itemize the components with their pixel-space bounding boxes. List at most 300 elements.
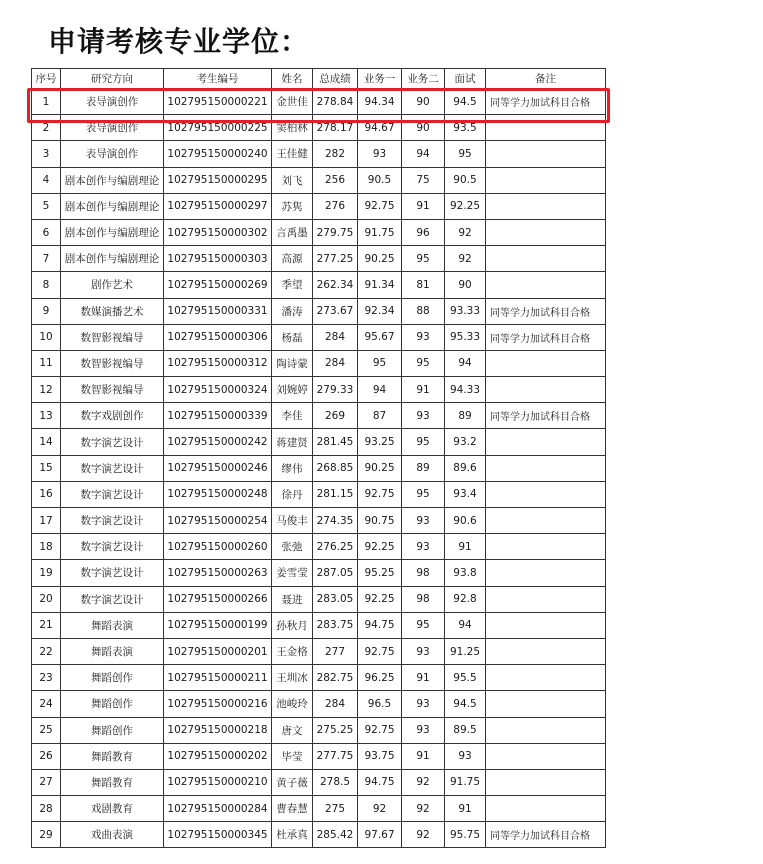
- cell-research-direction: 数智影视编导: [61, 350, 164, 376]
- cell-index: 23: [32, 665, 61, 691]
- cell-remarks: [486, 219, 606, 245]
- cell-subject-one: 95.25: [358, 560, 402, 586]
- cell-subject-one: 96.5: [358, 691, 402, 717]
- cell-subject-one: 90.5: [358, 167, 402, 193]
- cell-name: 季望: [272, 272, 313, 298]
- cell-candidate-id: 102795150000211: [164, 665, 272, 691]
- cell-name: 缪伟: [272, 455, 313, 481]
- cell-subject-one: 97.67: [358, 822, 402, 848]
- cell-candidate-id: 102795150000345: [164, 822, 272, 848]
- cell-index: 3: [32, 141, 61, 167]
- cell-interview: 89.6: [445, 455, 486, 481]
- cell-remarks: 同等学力加试科目合格: [486, 324, 606, 350]
- cell-research-direction: 数字演艺设计: [61, 534, 164, 560]
- cell-name: 池峻玲: [272, 691, 313, 717]
- cell-remarks: [486, 167, 606, 193]
- cell-candidate-id: 102795150000202: [164, 743, 272, 769]
- cell-subject-two: 95: [402, 612, 445, 638]
- cell-subject-one: 94.34: [358, 89, 402, 115]
- cell-research-direction: 剧本创作与编剧理论: [61, 167, 164, 193]
- col-header-remarks: 备注: [486, 69, 606, 89]
- cell-subject-two: 95: [402, 429, 445, 455]
- cell-subject-two: 92: [402, 796, 445, 822]
- cell-interview: 92: [445, 219, 486, 245]
- cell-candidate-id: 102795150000216: [164, 691, 272, 717]
- cell-interview: 94.5: [445, 691, 486, 717]
- table-row: [32, 665, 606, 691]
- cell-name: 王金格: [272, 638, 313, 664]
- cell-subject-two: 93: [402, 691, 445, 717]
- cell-candidate-id: 102795150000295: [164, 167, 272, 193]
- cell-total-score: 283.05: [313, 586, 358, 612]
- table-row: [32, 586, 606, 612]
- table-row: [32, 455, 606, 481]
- cell-remarks: [486, 508, 606, 534]
- cell-subject-one: 92.75: [358, 717, 402, 743]
- cell-subject-two: 93: [402, 717, 445, 743]
- cell-total-score: 275.25: [313, 717, 358, 743]
- cell-interview: 91: [445, 796, 486, 822]
- cell-name: 马俊丰: [272, 508, 313, 534]
- cell-total-score: 273.67: [313, 298, 358, 324]
- cell-interview: 90.5: [445, 167, 486, 193]
- cell-research-direction: 数字演艺设计: [61, 560, 164, 586]
- table-row: [32, 429, 606, 455]
- cell-subject-one: 92: [358, 796, 402, 822]
- cell-subject-two: 95: [402, 246, 445, 272]
- cell-interview: 94: [445, 350, 486, 376]
- cell-remarks: [486, 193, 606, 219]
- cell-index: 22: [32, 638, 61, 664]
- table-row: [32, 743, 606, 769]
- cell-candidate-id: 102795150000221: [164, 89, 272, 115]
- cell-subject-two: 75: [402, 167, 445, 193]
- table-row: [32, 769, 606, 795]
- cell-candidate-id: 102795150000210: [164, 769, 272, 795]
- cell-interview: 95: [445, 141, 486, 167]
- cell-total-score: 277.75: [313, 743, 358, 769]
- col-header-candidate-id: 考生编号: [164, 69, 272, 89]
- cell-research-direction: 舞蹈创作: [61, 717, 164, 743]
- cell-subject-two: 94: [402, 141, 445, 167]
- cell-research-direction: 表导演创作: [61, 141, 164, 167]
- cell-name: 姜雪莹: [272, 560, 313, 586]
- cell-subject-two: 91: [402, 193, 445, 219]
- cell-subject-one: 87: [358, 403, 402, 429]
- cell-candidate-id: 102795150000312: [164, 350, 272, 376]
- cell-candidate-id: 102795150000199: [164, 612, 272, 638]
- table-row: [32, 219, 606, 245]
- cell-candidate-id: 102795150000240: [164, 141, 272, 167]
- cell-remarks: [486, 115, 606, 141]
- cell-subject-one: 93: [358, 141, 402, 167]
- cell-total-score: 256: [313, 167, 358, 193]
- cell-interview: 89: [445, 403, 486, 429]
- cell-subject-two: 95: [402, 350, 445, 376]
- cell-research-direction: 数字演艺设计: [61, 481, 164, 507]
- cell-index: 5: [32, 193, 61, 219]
- table-row: [32, 717, 606, 743]
- cell-index: 25: [32, 717, 61, 743]
- cell-interview: 92.8: [445, 586, 486, 612]
- cell-remarks: [486, 717, 606, 743]
- cell-interview: 93.33: [445, 298, 486, 324]
- cell-subject-two: 98: [402, 560, 445, 586]
- table-row: [32, 350, 606, 376]
- cell-index: 7: [32, 246, 61, 272]
- cell-total-score: 277.25: [313, 246, 358, 272]
- cell-name: 杜承真: [272, 822, 313, 848]
- cell-remarks: [486, 743, 606, 769]
- cell-candidate-id: 102795150000339: [164, 403, 272, 429]
- table-row: [32, 612, 606, 638]
- cell-subject-two: 93: [402, 403, 445, 429]
- cell-research-direction: 剧本创作与编剧理论: [61, 193, 164, 219]
- cell-research-direction: 剧作艺术: [61, 272, 164, 298]
- cell-index: 26: [32, 743, 61, 769]
- cell-candidate-id: 102795150000201: [164, 638, 272, 664]
- cell-subject-two: 93: [402, 534, 445, 560]
- cell-subject-two: 95: [402, 481, 445, 507]
- cell-name: 孙秋月: [272, 612, 313, 638]
- cell-name: 杨磊: [272, 324, 313, 350]
- cell-total-score: 283.75: [313, 612, 358, 638]
- cell-interview: 89.5: [445, 717, 486, 743]
- cell-subject-one: 94.75: [358, 769, 402, 795]
- cell-total-score: 284: [313, 691, 358, 717]
- col-header-subject-two: 业务二: [402, 69, 445, 89]
- cell-subject-one: 92.25: [358, 586, 402, 612]
- cell-total-score: 281.15: [313, 481, 358, 507]
- cell-subject-two: 93: [402, 508, 445, 534]
- cell-interview: 93: [445, 743, 486, 769]
- cell-total-score: 278.84: [313, 89, 358, 115]
- cell-total-score: 278.5: [313, 769, 358, 795]
- cell-research-direction: 数媒演播艺术: [61, 298, 164, 324]
- cell-candidate-id: 102795150000266: [164, 586, 272, 612]
- cell-research-direction: 剧本创作与编剧理论: [61, 219, 164, 245]
- cell-index: 20: [32, 586, 61, 612]
- table-row: [32, 638, 606, 664]
- cell-name: 蒋建贤: [272, 429, 313, 455]
- cell-candidate-id: 102795150000297: [164, 193, 272, 219]
- cell-total-score: 262.34: [313, 272, 358, 298]
- cell-name: 王佳健: [272, 141, 313, 167]
- cell-candidate-id: 102795150000302: [164, 219, 272, 245]
- cell-candidate-id: 102795150000269: [164, 272, 272, 298]
- cell-subject-one: 94.75: [358, 612, 402, 638]
- cell-subject-two: 93: [402, 638, 445, 664]
- cell-interview: 94: [445, 612, 486, 638]
- cell-remarks: [486, 272, 606, 298]
- col-header-subject-one: 业务一: [358, 69, 402, 89]
- cell-index: 12: [32, 377, 61, 403]
- cell-subject-one: 92.25: [358, 534, 402, 560]
- cell-candidate-id: 102795150000324: [164, 377, 272, 403]
- cell-subject-one: 90.25: [358, 246, 402, 272]
- table-row: [32, 89, 606, 115]
- cell-interview: 90: [445, 272, 486, 298]
- admission-table: [31, 68, 606, 848]
- cell-interview: 91.25: [445, 638, 486, 664]
- cell-remarks: [486, 481, 606, 507]
- cell-name: 唐文: [272, 717, 313, 743]
- cell-index: 8: [32, 272, 61, 298]
- cell-name: 曹春慧: [272, 796, 313, 822]
- cell-subject-one: 92.75: [358, 193, 402, 219]
- cell-index: 4: [32, 167, 61, 193]
- cell-index: 21: [32, 612, 61, 638]
- cell-subject-one: 93.25: [358, 429, 402, 455]
- cell-subject-one: 96.25: [358, 665, 402, 691]
- table-row: [32, 298, 606, 324]
- cell-subject-one: 94: [358, 377, 402, 403]
- cell-subject-one: 90.75: [358, 508, 402, 534]
- cell-remarks: [486, 769, 606, 795]
- cell-interview: 94.5: [445, 89, 486, 115]
- cell-subject-one: 92.34: [358, 298, 402, 324]
- cell-index: 29: [32, 822, 61, 848]
- cell-index: 1: [32, 89, 61, 115]
- cell-subject-two: 91: [402, 377, 445, 403]
- cell-candidate-id: 102795150000303: [164, 246, 272, 272]
- cell-index: 6: [32, 219, 61, 245]
- table-row: [32, 403, 606, 429]
- cell-research-direction: 表导演创作: [61, 89, 164, 115]
- cell-name: 苏隽: [272, 193, 313, 219]
- cell-total-score: 279.75: [313, 219, 358, 245]
- cell-index: 24: [32, 691, 61, 717]
- table-row: [32, 560, 606, 586]
- table-row: [32, 193, 606, 219]
- table-row: [32, 246, 606, 272]
- cell-remarks: [486, 455, 606, 481]
- cell-subject-one: 92.75: [358, 481, 402, 507]
- cell-total-score: 276.25: [313, 534, 358, 560]
- cell-candidate-id: 102795150000263: [164, 560, 272, 586]
- cell-candidate-id: 102795150000284: [164, 796, 272, 822]
- table-row: [32, 481, 606, 507]
- cell-interview: 95.33: [445, 324, 486, 350]
- cell-remarks: [486, 429, 606, 455]
- cell-research-direction: 戏曲表演: [61, 822, 164, 848]
- cell-subject-two: 92: [402, 822, 445, 848]
- cell-interview: 93.5: [445, 115, 486, 141]
- cell-index: 14: [32, 429, 61, 455]
- cell-research-direction: 数字演艺设计: [61, 455, 164, 481]
- cell-interview: 92: [445, 246, 486, 272]
- cell-remarks: [486, 586, 606, 612]
- cell-subject-one: 92.75: [358, 638, 402, 664]
- cell-subject-two: 91: [402, 665, 445, 691]
- cell-index: 28: [32, 796, 61, 822]
- cell-subject-one: 90.25: [358, 455, 402, 481]
- cell-index: 11: [32, 350, 61, 376]
- cell-research-direction: 数智影视编导: [61, 324, 164, 350]
- cell-total-score: 277: [313, 638, 358, 664]
- cell-name: 潘涛: [272, 298, 313, 324]
- cell-remarks: [486, 350, 606, 376]
- cell-research-direction: 数字戏剧创作: [61, 403, 164, 429]
- cell-index: 18: [32, 534, 61, 560]
- cell-total-score: 279.33: [313, 377, 358, 403]
- cell-subject-one: 94.67: [358, 115, 402, 141]
- cell-interview: 93.2: [445, 429, 486, 455]
- cell-total-score: 284: [313, 350, 358, 376]
- cell-remarks: [486, 141, 606, 167]
- cell-name: 张弛: [272, 534, 313, 560]
- cell-research-direction: 数字演艺设计: [61, 508, 164, 534]
- cell-subject-two: 89: [402, 455, 445, 481]
- cell-total-score: 281.45: [313, 429, 358, 455]
- cell-total-score: 287.05: [313, 560, 358, 586]
- cell-index: 9: [32, 298, 61, 324]
- admission-table-container: [31, 68, 605, 848]
- cell-remarks: [486, 665, 606, 691]
- cell-candidate-id: 102795150000218: [164, 717, 272, 743]
- cell-research-direction: 舞蹈表演: [61, 612, 164, 638]
- cell-interview: 94.33: [445, 377, 486, 403]
- table-row: [32, 534, 606, 560]
- cell-interview: 95.5: [445, 665, 486, 691]
- cell-name: 窦柏林: [272, 115, 313, 141]
- cell-total-score: 274.35: [313, 508, 358, 534]
- cell-research-direction: 舞蹈创作: [61, 691, 164, 717]
- cell-remarks: [486, 560, 606, 586]
- cell-name: 陶诗蒙: [272, 350, 313, 376]
- cell-total-score: 278.17: [313, 115, 358, 141]
- table-row: [32, 508, 606, 534]
- cell-interview: 90.6: [445, 508, 486, 534]
- cell-name: 毕莹: [272, 743, 313, 769]
- cell-name: 金世佳: [272, 89, 313, 115]
- cell-index: 10: [32, 324, 61, 350]
- cell-subject-one: 95: [358, 350, 402, 376]
- cell-research-direction: 数智影视编导: [61, 377, 164, 403]
- cell-remarks: 同等学力加试科目合格: [486, 822, 606, 848]
- cell-research-direction: 舞蹈表演: [61, 638, 164, 664]
- cell-subject-two: 90: [402, 89, 445, 115]
- cell-candidate-id: 102795150000242: [164, 429, 272, 455]
- cell-index: 17: [32, 508, 61, 534]
- table-row: [32, 377, 606, 403]
- cell-candidate-id: 102795150000331: [164, 298, 272, 324]
- cell-subject-two: 91: [402, 743, 445, 769]
- cell-index: 15: [32, 455, 61, 481]
- cell-remarks: [486, 638, 606, 664]
- cell-remarks: [486, 377, 606, 403]
- cell-interview: 91.75: [445, 769, 486, 795]
- page-title: 申请考核专业学位：: [48, 25, 310, 58]
- cell-remarks: 同等学力加试科目合格: [486, 403, 606, 429]
- cell-candidate-id: 102795150000306: [164, 324, 272, 350]
- cell-candidate-id: 102795150000225: [164, 115, 272, 141]
- cell-subject-two: 81: [402, 272, 445, 298]
- cell-name: 刘飞: [272, 167, 313, 193]
- cell-subject-one: 95.67: [358, 324, 402, 350]
- cell-index: 2: [32, 115, 61, 141]
- cell-name: 王圳冰: [272, 665, 313, 691]
- cell-interview: 93.4: [445, 481, 486, 507]
- cell-interview: 91: [445, 534, 486, 560]
- cell-subject-two: 96: [402, 219, 445, 245]
- cell-candidate-id: 102795150000248: [164, 481, 272, 507]
- cell-subject-one: 91.34: [358, 272, 402, 298]
- cell-remarks: [486, 534, 606, 560]
- cell-research-direction: 表导演创作: [61, 115, 164, 141]
- cell-research-direction: 舞蹈教育: [61, 743, 164, 769]
- cell-research-direction: 舞蹈创作: [61, 665, 164, 691]
- col-header-interview: 面试: [445, 69, 486, 89]
- table-header-row: [32, 69, 606, 89]
- cell-total-score: 282: [313, 141, 358, 167]
- table-row: [32, 167, 606, 193]
- cell-research-direction: 剧本创作与编剧理论: [61, 246, 164, 272]
- cell-research-direction: 戏剧教育: [61, 796, 164, 822]
- col-header-name: 姓名: [272, 69, 313, 89]
- cell-total-score: 282.75: [313, 665, 358, 691]
- cell-total-score: 284: [313, 324, 358, 350]
- table-row: [32, 324, 606, 350]
- col-header-index: 序号: [32, 69, 61, 89]
- table-row: [32, 272, 606, 298]
- cell-remarks: 同等学力加试科目合格: [486, 298, 606, 324]
- cell-remarks: [486, 246, 606, 272]
- cell-subject-one: 91.75: [358, 219, 402, 245]
- cell-remarks: 同等学力加试科目合格: [486, 89, 606, 115]
- table-row: [32, 796, 606, 822]
- cell-total-score: 285.42: [313, 822, 358, 848]
- cell-total-score: 268.85: [313, 455, 358, 481]
- table-row: [32, 822, 606, 848]
- cell-remarks: [486, 796, 606, 822]
- cell-index: 16: [32, 481, 61, 507]
- cell-subject-two: 90: [402, 115, 445, 141]
- cell-interview: 95.75: [445, 822, 486, 848]
- cell-name: 李佳: [272, 403, 313, 429]
- cell-subject-two: 88: [402, 298, 445, 324]
- cell-name: 言禹墨: [272, 219, 313, 245]
- cell-name: 刘婉婷: [272, 377, 313, 403]
- cell-interview: 92.25: [445, 193, 486, 219]
- cell-research-direction: 数字演艺设计: [61, 586, 164, 612]
- cell-index: 13: [32, 403, 61, 429]
- cell-remarks: [486, 612, 606, 638]
- cell-name: 聂进: [272, 586, 313, 612]
- cell-index: 27: [32, 769, 61, 795]
- cell-name: 徐丹: [272, 481, 313, 507]
- cell-subject-two: 98: [402, 586, 445, 612]
- cell-remarks: [486, 691, 606, 717]
- table-row: [32, 115, 606, 141]
- cell-total-score: 276: [313, 193, 358, 219]
- cell-candidate-id: 102795150000260: [164, 534, 272, 560]
- cell-name: 高源: [272, 246, 313, 272]
- table-body: [32, 89, 606, 848]
- cell-index: 19: [32, 560, 61, 586]
- table-row: [32, 691, 606, 717]
- cell-total-score: 275: [313, 796, 358, 822]
- cell-interview: 93.8: [445, 560, 486, 586]
- col-header-research-direction: 研究方向: [61, 69, 164, 89]
- cell-research-direction: 舞蹈教育: [61, 769, 164, 795]
- cell-research-direction: 数字演艺设计: [61, 429, 164, 455]
- cell-candidate-id: 102795150000246: [164, 455, 272, 481]
- cell-subject-two: 93: [402, 324, 445, 350]
- table-row: [32, 141, 606, 167]
- cell-name: 黄子薇: [272, 769, 313, 795]
- cell-candidate-id: 102795150000254: [164, 508, 272, 534]
